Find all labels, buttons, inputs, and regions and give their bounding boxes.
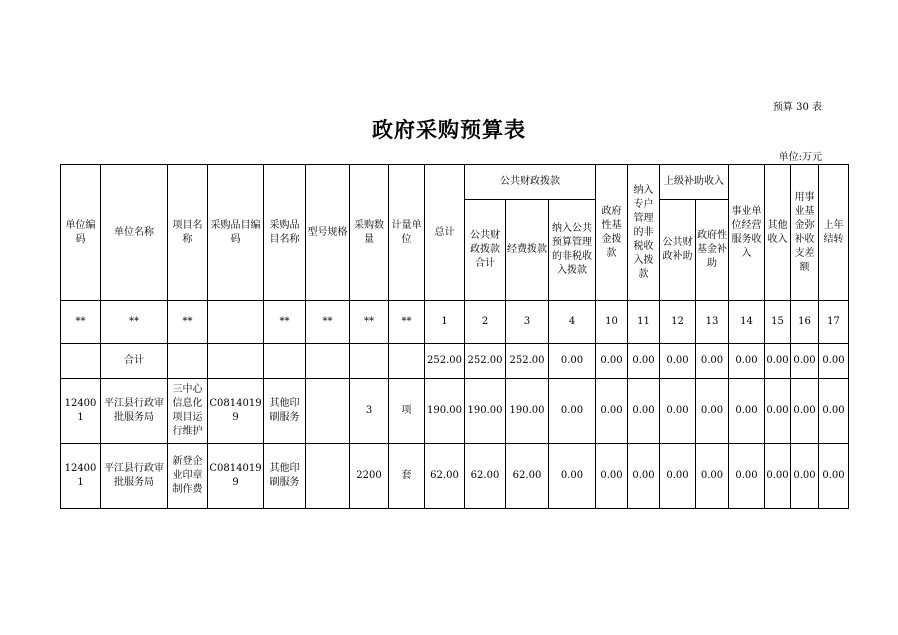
- table-row: [61, 379, 849, 444]
- amount-cell: 0.00: [660, 379, 696, 444]
- table-row: [61, 444, 849, 509]
- header-project-name: 项目名称: [168, 165, 208, 301]
- amount-cell: 0.00: [791, 379, 819, 444]
- header-business-income: 事业单位经营服务收入: [729, 165, 765, 301]
- unit-name-cell: 平江县行政审批服务局: [101, 444, 168, 509]
- amount-cell: 0.00: [660, 444, 696, 509]
- amount-cell: 0.00: [819, 444, 849, 509]
- index-cell: 13: [696, 301, 729, 344]
- model-cell: [306, 379, 350, 444]
- amount-cell: 190.00: [425, 379, 465, 444]
- amount-cell: 62.00: [465, 444, 506, 509]
- amount-cell: 0.00: [596, 444, 628, 509]
- amount-cell: 62.00: [425, 444, 465, 509]
- amount-cell: 0.00: [765, 444, 791, 509]
- amount-cell: 190.00: [506, 379, 549, 444]
- index-cell: **: [389, 301, 425, 344]
- item-name-cell: 其他印刷服务: [264, 444, 306, 509]
- measure-unit-cell: 项: [389, 379, 425, 444]
- index-cell: 3: [506, 301, 549, 344]
- amount-cell: 0.00: [765, 379, 791, 444]
- header-public-finance: 公共财政拨款: [465, 165, 596, 200]
- amount-cell: 0.00: [791, 344, 819, 379]
- quantity-cell: 2200: [350, 444, 389, 509]
- amount-cell: 0.00: [549, 444, 596, 509]
- project-name-cell: 三中心信息化项目运行维护: [168, 379, 208, 444]
- unit-label: 单位:万元: [778, 152, 822, 163]
- amount-cell: 0.00: [765, 344, 791, 379]
- header-gov-fund: 政府性基金拨款: [596, 165, 628, 301]
- amount-cell: 0.00: [819, 379, 849, 444]
- index-cell: **: [101, 301, 168, 344]
- header-superior-subsidy: 上级补助收入: [660, 165, 729, 200]
- header-special-nontax: 纳入专户管理的非税收入拨款: [628, 165, 660, 301]
- amount-cell: 190.00: [465, 379, 506, 444]
- header-unit-code: 单位编码: [61, 165, 101, 301]
- header-measure-unit: 计量单位: [389, 165, 425, 301]
- index-cell: 4: [549, 301, 596, 344]
- item-code-cell: C08140199: [208, 379, 264, 444]
- index-cell: 15: [765, 301, 791, 344]
- header-item-code: 采购品目编码: [208, 165, 264, 301]
- index-cell: 16: [791, 301, 819, 344]
- amount-cell: 0.00: [660, 344, 696, 379]
- index-cell: 17: [819, 301, 849, 344]
- index-cell: **: [61, 301, 101, 344]
- header-nontax-budget: 纳入公共预算管理的非税收入拨款: [549, 200, 596, 301]
- amount-cell: 0.00: [596, 344, 628, 379]
- amount-cell: 62.00: [506, 444, 549, 509]
- empty-cell: [61, 344, 101, 379]
- header-expense-grant: 经费拨款: [506, 200, 549, 301]
- measure-unit-cell: 套: [389, 444, 425, 509]
- amount-cell: 0.00: [549, 379, 596, 444]
- amount-cell: 0.00: [696, 444, 729, 509]
- amount-cell: 0.00: [729, 444, 765, 509]
- index-cell: 14: [729, 301, 765, 344]
- header-quantity: 采购数量: [350, 165, 389, 301]
- empty-cell: [208, 344, 264, 379]
- header-reserve-deficit: 用事业基金弥补收支差额: [791, 165, 819, 301]
- amount-cell: 252.00: [465, 344, 506, 379]
- header-fund-subsidy: 政府性基金补助: [696, 200, 729, 301]
- index-cell: 11: [628, 301, 660, 344]
- amount-cell: 0.00: [549, 344, 596, 379]
- header-model: 型号规格: [306, 165, 350, 301]
- project-name-cell: 新登企业印章制作费: [168, 444, 208, 509]
- total-label: 合计: [101, 344, 168, 379]
- procurement-budget-table: [60, 164, 849, 509]
- header-unit-name: 单位名称: [101, 165, 168, 301]
- empty-cell: [350, 344, 389, 379]
- header-carryover: 上年结转: [819, 165, 849, 301]
- total-row: [61, 344, 849, 379]
- empty-cell: [389, 344, 425, 379]
- amount-cell: 0.00: [628, 379, 660, 444]
- header-public-subsidy: 公共财政补助: [660, 200, 696, 301]
- empty-cell: [168, 344, 208, 379]
- index-cell: **: [306, 301, 350, 344]
- index-cell: **: [168, 301, 208, 344]
- index-cell: 2: [465, 301, 506, 344]
- quantity-cell: 3: [350, 379, 389, 444]
- unit-code-cell: 124001: [61, 379, 101, 444]
- header-item-name: 采购品目名称: [264, 165, 306, 301]
- empty-cell: [306, 344, 350, 379]
- header-other-income: 其他收入: [765, 165, 791, 301]
- amount-cell: 0.00: [596, 379, 628, 444]
- amount-cell: 0.00: [791, 444, 819, 509]
- form-number: 预算 30 表: [772, 102, 822, 113]
- index-cell: **: [264, 301, 306, 344]
- amount-cell: 0.00: [819, 344, 849, 379]
- amount-cell: 252.00: [506, 344, 549, 379]
- unit-name-cell: 平江县行政审批服务局: [101, 379, 168, 444]
- amount-cell: 0.00: [696, 344, 729, 379]
- unit-code-cell: 124001: [61, 444, 101, 509]
- index-cell: 12: [660, 301, 696, 344]
- amount-cell: 0.00: [696, 379, 729, 444]
- amount-cell: 0.00: [729, 344, 765, 379]
- item-name-cell: 其他印刷服务: [264, 379, 306, 444]
- page-title: 政府采购预算表: [372, 117, 526, 142]
- item-code-cell: C08140199: [208, 444, 264, 509]
- amount-cell: 0.00: [628, 344, 660, 379]
- amount-cell: 0.00: [628, 444, 660, 509]
- amount-cell: 0.00: [729, 379, 765, 444]
- header-total: 总计: [425, 165, 465, 301]
- index-cell: 10: [596, 301, 628, 344]
- amount-cell: 252.00: [425, 344, 465, 379]
- index-cell: 1: [425, 301, 465, 344]
- index-cell: [208, 301, 264, 344]
- empty-cell: [264, 344, 306, 379]
- index-cell: **: [350, 301, 389, 344]
- model-cell: [306, 444, 350, 509]
- index-row: [61, 301, 849, 344]
- header-public-finance-total: 公共财政拨款合计: [465, 200, 506, 301]
